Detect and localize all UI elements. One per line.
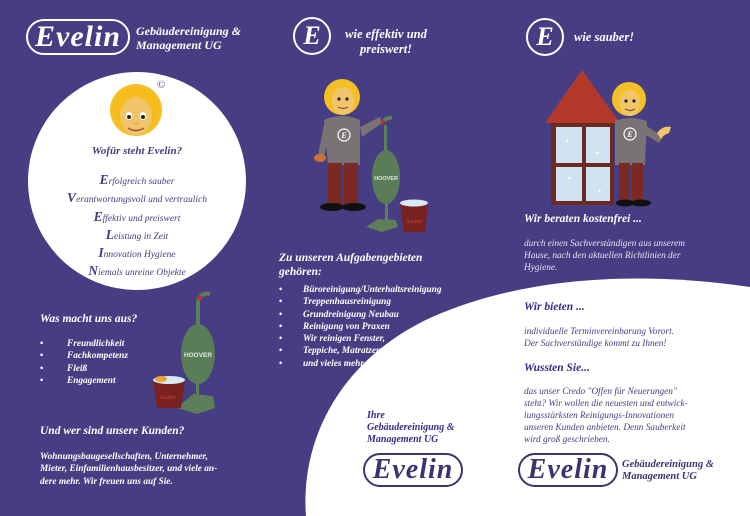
- e-circle-icon: E: [526, 18, 564, 56]
- acrostic-rest: rfolgreich sauber: [108, 177, 175, 187]
- acrostic-rest: iemals unreine Objekte: [97, 268, 186, 279]
- text-line: unseren Kunden anbieten. Denn Sauberkeit: [524, 423, 686, 433]
- text-line: wird groß geschrieben.: [524, 435, 610, 445]
- acrostic-item: [28, 227, 246, 245]
- footer-line: Gebäudereinigung &: [367, 422, 455, 433]
- list-item: • Treppenhausreinigung: [279, 296, 441, 308]
- tagline-line2: preiswert!: [359, 42, 413, 56]
- acrostic-rest: nnovation Hygiene: [103, 250, 176, 261]
- svg-text:HOOVER: HOOVER: [183, 352, 213, 359]
- acrostic-rest: ffektiv und preiswert: [102, 213, 181, 224]
- text-line: durch einen Sachverständigen aus unserem: [524, 239, 685, 249]
- list-item: • Engagement: [40, 375, 128, 387]
- text-line: Wohnungsbaugesellschaften, Unternehmer,: [40, 452, 208, 462]
- svg-text:E: E: [627, 130, 633, 139]
- section-title-wussten-sie: Wussten Sie...: [524, 362, 590, 374]
- acrostic-rest: eistung in Zeit: [113, 231, 169, 242]
- logo-subtitle-line1: Gebäudereinigung &: [622, 459, 714, 470]
- svg-text:✦: ✦: [597, 189, 603, 195]
- acrostic-initial: E: [99, 172, 109, 187]
- acrostic-rest: erantwortungsvoll und vertraulich: [76, 195, 207, 206]
- footer-line: Ihre: [367, 410, 385, 421]
- svg-text:Sauber: Sauber: [159, 395, 177, 401]
- logo-subtitle-line2: Management UG: [622, 471, 697, 482]
- text-line: das unser Credo "Offen für Neuerungen": [524, 387, 677, 397]
- logo-evelin-panel2: Evelin: [363, 453, 463, 487]
- text-line: Mieter, Einfamilienhausbesitzer, und viele an-: [40, 464, 218, 475]
- logo-subtitle-panel3: [622, 459, 714, 483]
- acrostic-initial: E: [93, 208, 103, 224]
- section-title-kunden: Und wer sind unsere Kunden?: [40, 425, 185, 437]
- svg-text:Sauber: Sauber: [405, 219, 423, 225]
- svg-text:✦: ✦: [565, 139, 571, 145]
- acrostic-item: [28, 245, 246, 263]
- logo-subtitle-header: [136, 24, 241, 52]
- svg-text:HOOVER: HOOVER: [374, 176, 398, 182]
- svg-text:E: E: [341, 131, 347, 140]
- svg-text:✦: ✦: [595, 151, 601, 157]
- section-title-aufgabengebiete: [279, 251, 422, 279]
- text-line: Hause, nach den aktuellen Richtlinien der: [524, 251, 681, 261]
- tagline-line1: wie effektiv und: [345, 27, 427, 41]
- section-title-beratung: Wir beraten kostenfrei ...: [524, 213, 642, 225]
- e-circle-icon: E: [293, 17, 331, 55]
- acrostic-item: [28, 263, 246, 281]
- evelin-face-illustration: [108, 84, 164, 140]
- acrostic-initial: V: [67, 190, 77, 206]
- section-title-wir-bieten: Wir bieten ...: [524, 301, 585, 313]
- services-list: [279, 284, 441, 370]
- beratung-text: [524, 238, 685, 274]
- list-item: • und vieles mehr.: [279, 358, 441, 370]
- footer-company-text: [367, 410, 455, 446]
- house-and-evelin-illustration: [545, 65, 680, 210]
- svg-text:✦: ✦: [567, 176, 573, 182]
- acrostic-item: [28, 190, 246, 208]
- wussten-sie-text: [524, 386, 688, 446]
- list-item: • Fleiß: [40, 363, 128, 375]
- list-item: • Freundlichkeit: [40, 338, 128, 350]
- acrostic-item: [28, 209, 246, 227]
- evelin-with-vacuum-illustration: [310, 75, 430, 235]
- acrostic-initial: I: [98, 245, 104, 261]
- tagline-effektiv: [336, 27, 436, 57]
- list-item: • Teppiche, Matratzen: [279, 345, 441, 357]
- logo-evelin-panel3: Evelin: [518, 453, 618, 487]
- text-line: lungsstärksten Reinigungs-Innovationen: [524, 411, 675, 421]
- kunden-text: [40, 451, 265, 488]
- circle-title: Wofür steht Evelin?: [91, 145, 183, 157]
- vacuum-bucket-illustration: [145, 290, 225, 415]
- logo-evelin-header: Evelin: [26, 19, 130, 55]
- wir-bieten-text: [524, 326, 674, 350]
- acrostic-initial: L: [105, 226, 114, 242]
- title-line: gehören:: [279, 266, 322, 278]
- qualities-list: [40, 338, 128, 387]
- section-title-was-macht-uns-aus: Was macht uns aus?: [40, 313, 138, 325]
- text-line: dere mehr. Wir freuen uns auf Sie.: [40, 476, 173, 487]
- text-line: individuelle Terminvereinbarung Vorort.: [524, 327, 675, 337]
- acrostic-initial: N: [88, 263, 98, 279]
- list-item: • Fachkompetenz: [40, 350, 128, 362]
- footer-line: Management UG: [367, 434, 439, 445]
- copyright-symbol: ©: [157, 79, 166, 91]
- tagline-sauber: wie sauber!: [574, 30, 635, 44]
- text-line: Der Sachverständige kommt zu Ihnen!: [524, 339, 667, 349]
- title-line: Zu unseren Aufgabengebieten: [279, 252, 423, 264]
- list-item: • Grundreinigung Neubau: [279, 309, 441, 321]
- list-item: • Wir reinigen Fenster,: [279, 333, 441, 345]
- acrostic-list: [28, 172, 246, 282]
- acrostic-item: [28, 172, 246, 190]
- list-item: • Büroreinigung/Unterhaltsreinigung: [279, 284, 441, 296]
- logo-subtitle-line2: Management UG: [136, 38, 222, 52]
- text-line: Hygiene.: [524, 263, 558, 273]
- list-item: • Reinigung von Praxen: [279, 321, 441, 333]
- text-line: steht? Wir wollen die neuesten und entwick-: [524, 399, 688, 409]
- logo-subtitle-line1: Gebäudereinigung &: [136, 24, 242, 38]
